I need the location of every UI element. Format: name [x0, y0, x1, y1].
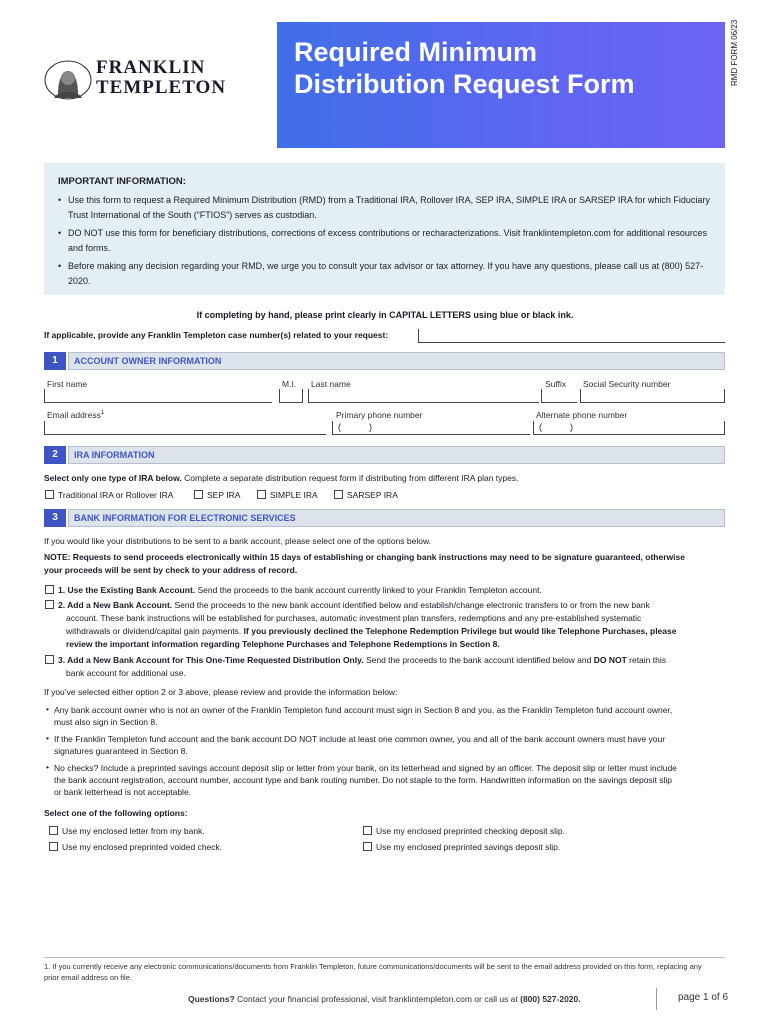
bank-option-2-line2: account. These bank instructions will be established for purchases, automatic investment plan transfers, redemptions and any pre-established systematic	[66, 613, 642, 623]
email-input[interactable]	[44, 421, 326, 435]
ira-sep-label: SEP IRA	[207, 490, 241, 500]
bullet-dot-3: •	[46, 762, 49, 772]
footer-questions: Questions? Contact your financial professional, visit franklintempleton.com or call us at (800) 527-2020.	[188, 994, 581, 1004]
primary-phone-input[interactable]: ( )	[332, 421, 530, 435]
logo-line1: FRANKLIN	[96, 57, 206, 78]
ira-simple-checkbox[interactable]	[257, 490, 266, 499]
footnote	[44, 957, 725, 983]
last-name-label: Last name	[311, 379, 351, 389]
ira-sarsep-label: SARSEP IRA	[347, 490, 398, 500]
bank-option-2-checkbox[interactable]	[45, 600, 54, 609]
mi-label: M.I.	[282, 379, 297, 389]
footnote-line2: prior email address on file.	[44, 973, 132, 982]
bank-option-1-text: 1. Use the Existing Bank Account. Send the proceeds to the bank account currently linked to your Franklin Templeton account.	[58, 585, 542, 595]
primary-phone-label: Primary phone number	[336, 410, 423, 420]
first-name-label: First name	[47, 379, 88, 389]
case-number-row	[44, 329, 725, 343]
bank-note-line2: your proceeds will be sent by check to your address of record.	[44, 565, 298, 575]
section-3-header	[44, 509, 725, 527]
info-bullet-1: • Use this form to request a Required Minimum Distribution (RMD) from a Traditional IRA, Rollover IRA, SEP IRA, SIMPLE IRA or SARSEP IRA for which Fiduciary Trust International of the South (“FTIOS”) serves as custodian.	[58, 193, 711, 223]
email-label: Email address$^1$	[47, 410, 105, 420]
print-instruction: If completing by hand, please print clearly in CAPITAL LETTERS using blue or black ink.	[196, 310, 574, 320]
select-options-heading: Select one of the following options:	[44, 808, 188, 818]
ira-simple-label: SIMPLE IRA	[270, 490, 318, 500]
review-instruction: If you’ve selected either option 2 or 3 above, please review and provide the information below:	[44, 687, 398, 697]
bank-option-3-line1: 3. Add a New Bank Account for This One-Time Requested Distribution Only. Send the proceeds to the bank account identified below and DO NOT retain this	[58, 655, 666, 665]
form-code: RMD FORM 06/23	[730, 19, 739, 86]
section-2-bar	[68, 446, 725, 464]
case-number-label: If applicable, provide any Franklin Templeton case number(s) related to your request:	[44, 330, 389, 340]
voided-check-label: Use my enclosed preprinted voided check.	[62, 842, 223, 852]
bank-bullet-2-line1: If the Franklin Templeton fund account and the bank account DO NOT include at least one common owner, you and all of the bank account owners must have your	[54, 734, 666, 744]
info-bullet-3: • Before making any decision regarding your RMD, we urge you to consult your tax advisor or tax attorney. If you have any questions, please call us at (800) 527-2020.	[58, 259, 711, 289]
case-number-input[interactable]	[418, 329, 725, 343]
savings-deposit-slip-label: Use my enclosed preprinted savings deposit slip.	[376, 842, 561, 852]
franklin-templeton-logo	[44, 58, 244, 102]
suffix-label: Suffix	[545, 379, 567, 389]
alt-phone-input[interactable]: ( )	[533, 421, 725, 435]
bank-option-2-line4: review the important information regarding Telephone Purchases and Telephone Redemptions in Section 8.	[66, 639, 500, 649]
bank-bullet-2-line2: signatures guaranteed in Section 8.	[54, 746, 188, 756]
title-line2: Distribution Request Form	[294, 69, 635, 99]
footer-divider	[656, 988, 657, 1010]
bank-bullet-3-line1: No checks? Include a preprinted savings account deposit slip or letter from your bank, on its letterhead and signed by an officer. The deposit slip or letter must include	[54, 763, 677, 773]
ira-sarsep-checkbox[interactable]	[334, 490, 343, 499]
title-line1: Required Minimum	[294, 37, 538, 67]
section-1-number: 1	[44, 352, 66, 370]
important-heading: IMPORTANT INFORMATION:	[58, 176, 186, 187]
ira-traditional-checkbox[interactable]	[45, 490, 54, 499]
ssn-input[interactable]	[580, 389, 725, 403]
bullet-dot-2: •	[46, 733, 49, 743]
checking-deposit-slip-label: Use my enclosed preprinted checking deposit slip.	[376, 826, 565, 836]
checking-deposit-slip-checkbox[interactable]	[363, 826, 372, 835]
voided-check-checkbox[interactable]	[49, 842, 58, 851]
page-number: page 1 of 6	[678, 992, 729, 1003]
bank-bullet-1-line2: must also sign in Section 8.	[54, 717, 158, 727]
bank-option-2-line3: withdrawals or dividend/capital gain payments. If you previously declined the Telephone Redemption Privilege but would like Telephone Purchases, please	[66, 626, 677, 636]
footnote-line1: 1. If you currently receive any electronic communications/documents from Franklin Templeton, future communications/documents will be sent to the email address provided on this form, replacing any	[44, 962, 702, 971]
section-2-header	[44, 446, 725, 464]
bank-option-2-line1: 2. Add a New Bank Account. Send the proceeds to the new bank account identified below and establish/change electronic transfers to or from the new bank	[58, 600, 650, 610]
bank-option-3-checkbox[interactable]	[45, 655, 54, 664]
ira-instruction: Select only one type of IRA below. Complete a separate distribution request form if distributing from different IRA plan types.	[44, 473, 519, 483]
bank-option-3-line2: bank account for additional use.	[66, 668, 187, 678]
section-1-bar	[68, 352, 725, 370]
section-2-number: 2	[44, 446, 66, 464]
letter-from-bank-label: Use my enclosed letter from my bank.	[62, 826, 205, 836]
page-title	[294, 36, 635, 100]
benjamin-franklin-portrait-icon	[44, 60, 92, 100]
section-1-header	[44, 352, 725, 370]
section-2-title: IRA INFORMATION	[74, 450, 155, 460]
info-bullet-2: • DO NOT use this form for beneficiary distributions, corrections of excess contributions or recharacterizations. Visit franklintempleton.com for additional resources and forms.	[58, 226, 711, 256]
first-name-input[interactable]	[44, 389, 272, 403]
bullet-dot-1: •	[46, 704, 49, 714]
last-name-input[interactable]	[308, 389, 539, 403]
letter-from-bank-checkbox[interactable]	[49, 826, 58, 835]
section-3-bar	[68, 509, 725, 527]
section-3-number: 3	[44, 509, 66, 527]
logo-line2: TEMPLETON	[96, 77, 227, 98]
title-banner	[277, 22, 725, 148]
important-info-box	[44, 163, 725, 295]
logo-wordmark	[96, 58, 226, 98]
bank-bullet-3-line3: or bank letterhead is not acceptable.	[54, 787, 192, 797]
ssn-label: Social Security number	[583, 379, 671, 389]
mi-input[interactable]	[279, 389, 303, 403]
bank-bullet-1-line1: Any bank account owner who is not an owner of the Franklin Templeton fund account must sign in Section 8 and you, as the Franklin Templeton fund account owner,	[54, 705, 673, 715]
section-1-title: ACCOUNT OWNER INFORMATION	[74, 356, 222, 366]
suffix-input[interactable]	[541, 389, 577, 403]
section-3-title: BANK INFORMATION FOR ELECTRONIC SERVICES	[74, 513, 296, 523]
alt-phone-label: Alternate phone number	[536, 410, 628, 420]
bank-bullet-3-line2: the bank account registration, account number, account type and bank routing number. Do not staple to the form. Handwritten information on the savings deposit slip	[54, 775, 673, 785]
savings-deposit-slip-checkbox[interactable]	[363, 842, 372, 851]
ira-sep-checkbox[interactable]	[194, 490, 203, 499]
bank-intro: If you would like your distributions to be sent to a bank account, please select one of the options below.	[44, 536, 431, 546]
ira-traditional-label: Traditional IRA or Rollover IRA	[58, 490, 174, 500]
bank-option-1-checkbox[interactable]	[45, 585, 54, 594]
bank-note-line1: NOTE: Requests to send proceeds electronically within 15 days of establishing or changing bank instructions may need to be signature guaranteed, otherwise	[44, 552, 685, 562]
